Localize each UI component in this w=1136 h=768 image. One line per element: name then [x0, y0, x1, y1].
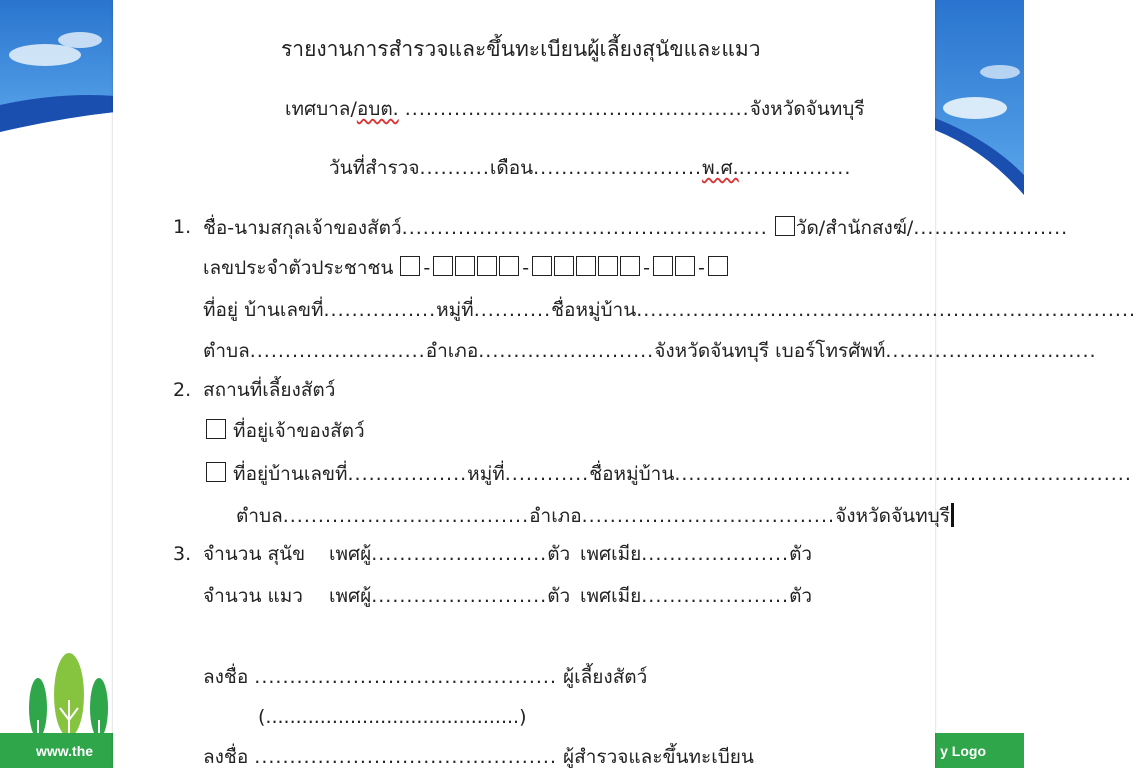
tambon-dots: .........................: [249, 340, 426, 362]
survey-date-dots: ..........: [419, 157, 490, 179]
tambon-dots: ...................................: [282, 505, 530, 527]
owner-name-paren: (..........................................): [258, 706, 527, 728]
month-label: เดือน: [489, 157, 534, 179]
male-dots: .........................: [371, 585, 548, 607]
month-dots: ........................: [533, 157, 703, 179]
option2-line: [205, 462, 1132, 485]
id-digit-box[interactable]: [400, 256, 420, 276]
form-title: รายงานการสำรวจและขึ้นทะเบียนผู้เลี้ยงสุนัขและแมว: [281, 37, 761, 61]
unit-label: ตัว: [547, 585, 571, 607]
id-digit-box[interactable]: [554, 256, 574, 276]
male-dots: .........................: [371, 543, 548, 565]
moo-label: หมู่ที่: [467, 463, 505, 485]
id-digit-box[interactable]: [532, 256, 552, 276]
phone-label: เบอร์โทรศัพท์: [775, 340, 886, 362]
moo-dots: ............: [504, 463, 590, 485]
dog-female-line: [580, 543, 812, 565]
female-label: เพศเมีย: [580, 543, 642, 565]
id-digit-box[interactable]: [455, 256, 475, 276]
id-dash: -: [643, 257, 650, 279]
male-label: เพศผู้: [329, 543, 372, 565]
id-line: [203, 256, 729, 279]
section2-heading: สถานที่เลี้ยงสัตว์: [203, 379, 336, 401]
temple-label: วัด/สำนักสงฆ์/: [795, 217, 914, 239]
female-dots: .....................: [641, 585, 790, 607]
province-label: จังหวัดจันทบุรี: [835, 505, 950, 527]
id-label: เลขประจำตัวประชาชน: [203, 257, 394, 279]
owner-label: ชื่อ-นามสกุลเจ้าของสัตว์: [203, 217, 402, 239]
survey-date-label: วันที่สำรวจ: [329, 157, 420, 179]
temple-checkbox[interactable]: [775, 216, 795, 236]
amphoe-dots: ....................................: [581, 505, 836, 527]
village-dots: .................................................................: [674, 463, 1132, 485]
dog-male-line: [329, 543, 570, 565]
footer-url: www.the: [36, 743, 94, 759]
male-label: เพศผู้: [329, 585, 372, 607]
cat-count-label: จำนวน แมว: [203, 585, 303, 607]
id-digit-box[interactable]: [708, 256, 728, 276]
id-digit-box[interactable]: [598, 256, 618, 276]
unit-label: ตัว: [789, 585, 813, 607]
cat-female-line: [580, 585, 812, 607]
temple-dots: ......................: [913, 217, 1069, 239]
municipality-dots: .................................................: [404, 98, 750, 120]
option1-line: [205, 419, 365, 442]
sign-label: ลงชื่อ: [203, 746, 249, 768]
section1-number: 1.: [173, 216, 192, 238]
amphoe-label: อำเภอ: [529, 505, 582, 527]
village-label: ชื่อหมู่บ้าน: [589, 463, 675, 485]
year-label: พ.ศ.: [702, 157, 739, 179]
tambon-line: [203, 340, 1097, 362]
address-dots: ................: [323, 299, 437, 321]
owner-line: [203, 216, 1068, 239]
owner-signature-line: [203, 666, 647, 688]
option2-label: ที่อยู่บ้านเลขที่: [233, 463, 348, 485]
sign-dots: ...........................................: [254, 746, 557, 768]
id-boxes: [399, 257, 728, 279]
village-dots: .......................................................................: [636, 299, 1136, 321]
moo-label: หมู่ที่: [436, 299, 474, 321]
moo-dots: ...........: [473, 299, 552, 321]
year-dots: ................: [738, 157, 852, 179]
section3-number: 3.: [173, 543, 192, 565]
id-dash: -: [522, 257, 530, 279]
option1-label: ที่อยู่เจ้าของสัตว์: [233, 420, 365, 442]
amphoe-label: อำเภอ: [425, 340, 479, 362]
trees-logo-icon: [24, 650, 114, 745]
phone-dots: ..............................: [885, 340, 1097, 362]
province-label: จังหวัดจันทบุรี: [654, 340, 770, 362]
footer-logo-text: y Logo: [940, 743, 986, 759]
id-digit-box[interactable]: [620, 256, 640, 276]
id-digit-box[interactable]: [499, 256, 519, 276]
unit-label: ตัว: [789, 543, 813, 565]
owner-role: ผู้เลี้ยงสัตว์: [563, 666, 648, 688]
id-digit-box[interactable]: [576, 256, 596, 276]
surveyor-role: ผู้สำรวจและขึ้นทะเบียน: [563, 746, 754, 768]
id-digit-box[interactable]: [477, 256, 497, 276]
owner-dots: ....................................................: [401, 217, 768, 239]
id-digit-box[interactable]: [653, 256, 673, 276]
municipality-line: [285, 98, 865, 120]
text-cursor: [951, 503, 954, 527]
section2-number: 2.: [173, 379, 192, 401]
option1-checkbox[interactable]: [206, 419, 226, 439]
village-label: ชื่อหมู่บ้าน: [551, 299, 637, 321]
survey-date-line: [329, 157, 851, 179]
sign-dots: ...........................................: [254, 666, 557, 688]
surveyor-signature-line: [203, 746, 754, 768]
sign-label: ลงชื่อ: [203, 666, 249, 688]
municipality-abbr: อบต.: [356, 98, 399, 120]
id-digit-box[interactable]: [433, 256, 453, 276]
unit-label: ตัว: [547, 543, 571, 565]
tambon-label: ตำบล: [203, 340, 250, 362]
option2-tambon-line: [236, 503, 954, 527]
female-dots: .....................: [641, 543, 790, 565]
address-label: ที่อยู่ บ้านเลขที่: [203, 299, 324, 321]
id-dash: -: [423, 257, 431, 279]
tambon-label: ตำบล: [236, 505, 283, 527]
option2-dots: .................: [347, 463, 468, 485]
id-digit-box[interactable]: [675, 256, 695, 276]
dog-count-label: จำนวน สุนัข: [203, 543, 306, 565]
option2-checkbox[interactable]: [206, 462, 226, 482]
province-label: จังหวัดจันทบุรี: [749, 98, 865, 120]
address-line: [203, 299, 1136, 321]
cat-male-line: [329, 585, 570, 607]
female-label: เพศเมีย: [580, 585, 642, 607]
amphoe-dots: .........................: [478, 340, 655, 362]
id-dash: -: [697, 257, 705, 279]
municipality-label: เทศบาล/: [285, 98, 357, 120]
